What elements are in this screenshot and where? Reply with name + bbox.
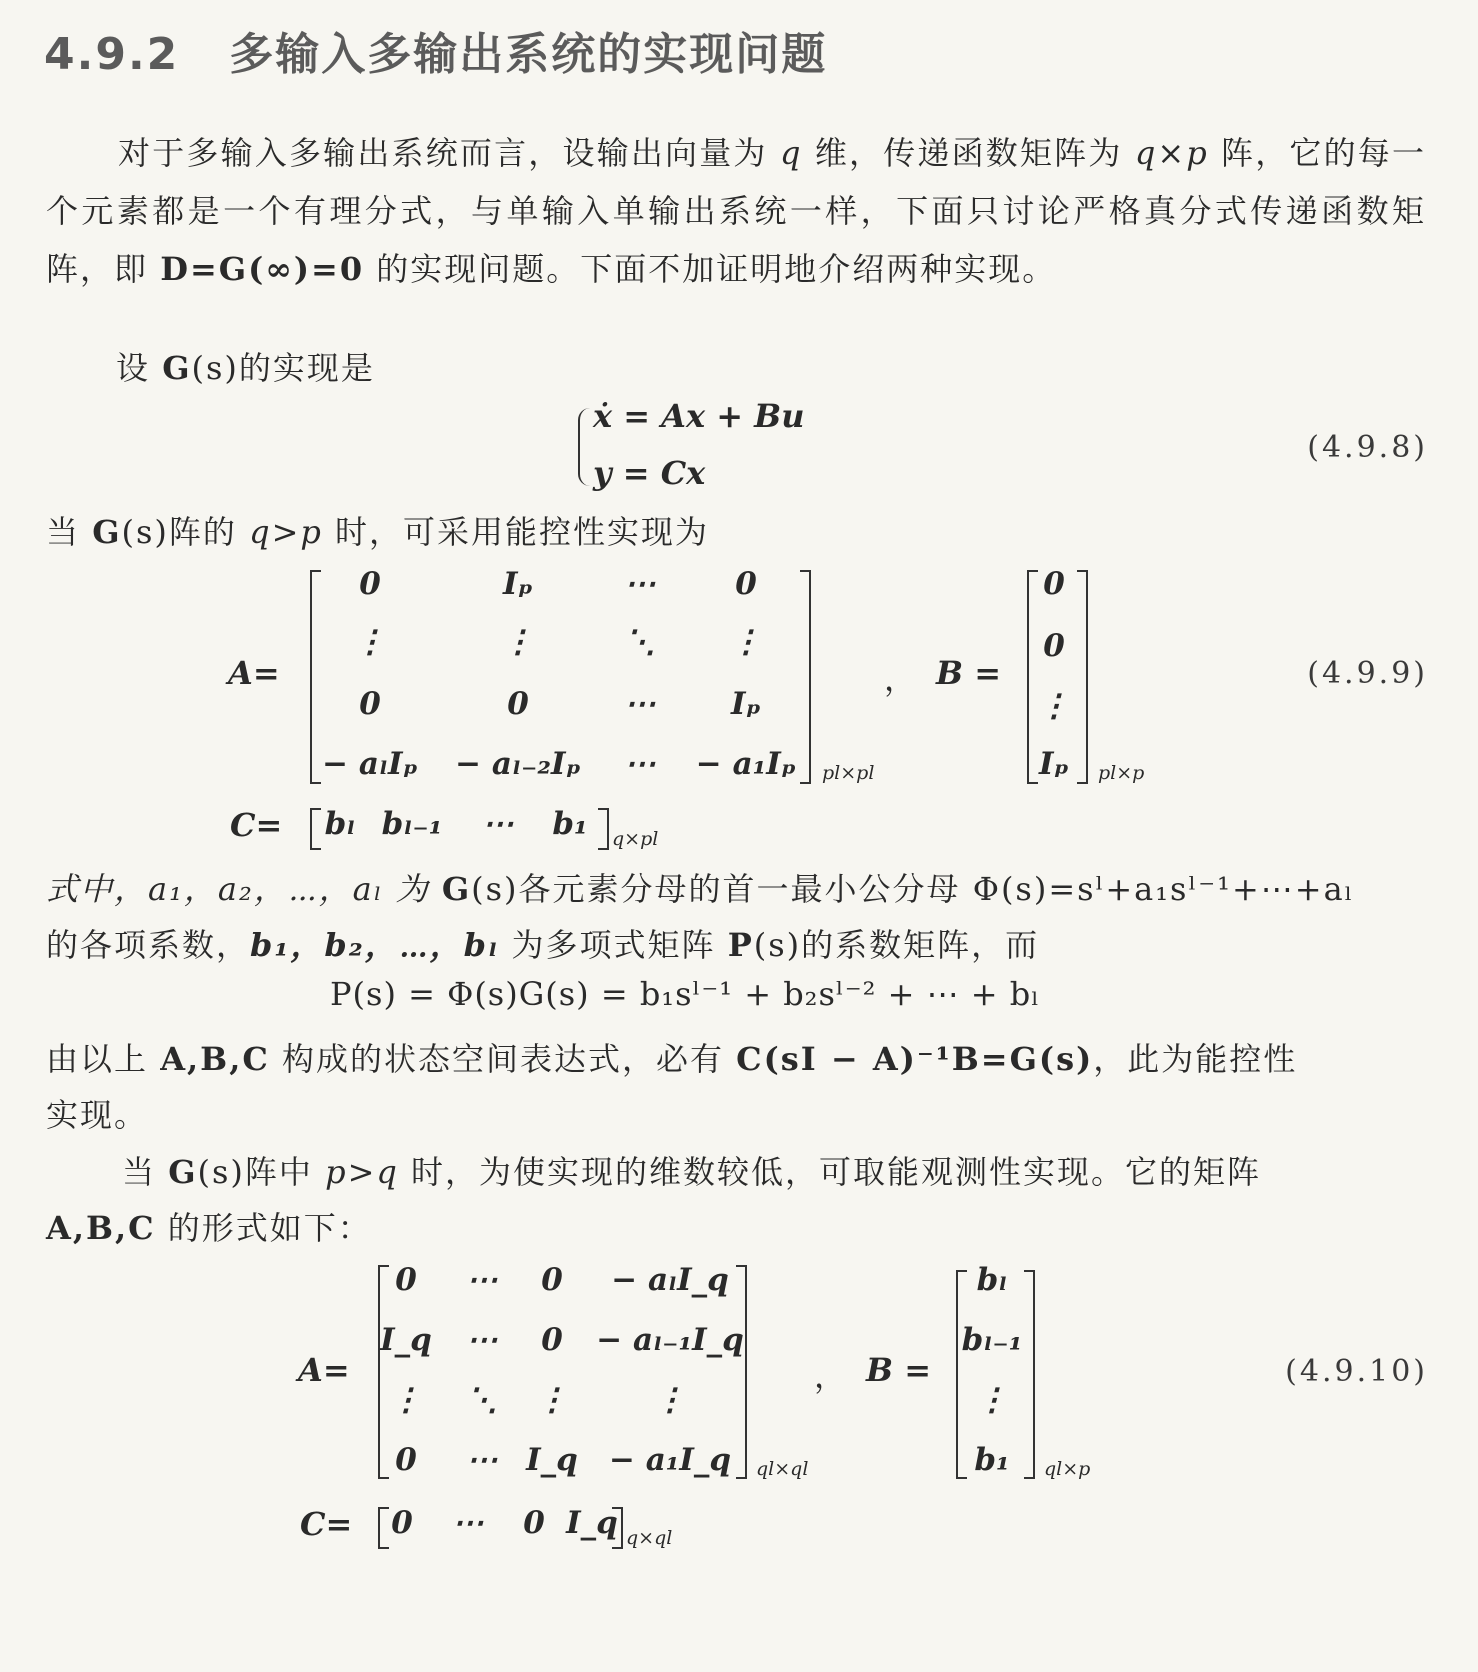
matrix-cell: ⋱ (466, 1382, 498, 1418)
matrix-cell: ⋯ (624, 566, 656, 602)
matrix-cell: 0 (1043, 566, 1065, 602)
matrix-cell: ⋮ (730, 624, 762, 660)
text: 当 (46, 513, 93, 551)
matrix-cell: 0 (541, 1262, 563, 1298)
controllable-conclusion (46, 1034, 1297, 1080)
coefficients-description-cont (46, 920, 1039, 966)
matrix-cell: I_q (526, 1442, 578, 1478)
text: (s)的系数矩阵，而 (753, 926, 1040, 964)
observable-intro-cont (46, 1203, 372, 1249)
matrix-cell: 0 (541, 1322, 563, 1358)
text: 由以上 (46, 1040, 161, 1078)
right-bracket (612, 1507, 623, 1549)
matrix-cell: 0 (359, 686, 381, 722)
matrix-cell: 0 (391, 1505, 413, 1541)
text: 式中，a₁，a₂，⋯，aₗ 为 (46, 870, 442, 908)
controllable-intro (46, 507, 709, 553)
equation-number: (4.9.8) (1307, 430, 1428, 465)
symbol-P: P (727, 926, 754, 964)
left-bracket (956, 1270, 967, 1479)
realization-intro (116, 343, 375, 389)
left-bracket (310, 808, 321, 850)
transfer-identity: C(sI − A)⁻¹B=G(s) (736, 1040, 1094, 1078)
left-brace (578, 408, 592, 486)
matrix-cell: ⋯ (624, 746, 656, 782)
matrix-cell: 0 (507, 686, 529, 722)
matrix-cell: 0 (395, 1442, 417, 1478)
text: 对于多输入多输出系统而言，设输出向量为 (118, 134, 780, 172)
text: (s)的实现是 (191, 349, 375, 387)
b-coefficients: b₁，b₂，⋯，bₗ (250, 926, 500, 964)
left-bracket (378, 1265, 389, 1479)
text: (s)阵的 (121, 513, 250, 551)
intro-paragraph (46, 124, 1426, 298)
matrix-cell: ⋮ (536, 1382, 568, 1418)
coefficients-description (46, 864, 1354, 910)
text: (s)阵中 (197, 1153, 326, 1191)
section-heading (44, 18, 827, 82)
matrix-B-dims: ql×p (1044, 1458, 1091, 1480)
text: 的各项系数， (46, 926, 251, 964)
matrices-ABC: A,B,C (46, 1209, 156, 1247)
matrix-cell: 0 (1043, 628, 1065, 664)
matrix-cell: I_q (380, 1322, 432, 1358)
matrix-cell: − a₁Iₚ (695, 746, 797, 782)
comma: ， (814, 1357, 847, 1395)
matrix-cell: ⋯ (466, 1322, 498, 1358)
section-title: 多输入多输出系统的实现问题 (229, 29, 828, 80)
matrix-cell: I_q (566, 1505, 618, 1541)
text: (s)各元素分母的首一最小公分母 Φ(s)=sˡ+a₁sˡ⁻¹+⋯+aₗ (471, 870, 1355, 908)
controllable-conclusion-cont (46, 1090, 148, 1136)
matrix-cell: ⋯ (466, 1442, 498, 1478)
matrix-cell: − a₁I_q (608, 1442, 732, 1478)
equation-number: (4.9.10) (1285, 1354, 1428, 1389)
matrix-C-dims: q×ql (626, 1527, 673, 1549)
comma: ， (884, 660, 917, 698)
matrix-cell: ⋯ (452, 1505, 484, 1541)
left-bracket (310, 570, 321, 784)
matrix-A-label: A= (298, 1351, 350, 1389)
matrix-cell: bₗ₋₁ (381, 806, 443, 842)
symbol-G: G (162, 349, 192, 387)
text: 当 (122, 1153, 169, 1191)
matrix-B-dims: pl×p (1098, 762, 1145, 784)
matrix-cell: bₗ₋₁ (961, 1322, 1023, 1358)
symbol-G: G (168, 1153, 198, 1191)
matrix-cell: ⋮ (654, 1382, 686, 1418)
section-number: 4.9.2 (44, 29, 180, 80)
matrices-ABC: A,B,C (160, 1040, 270, 1078)
text: ，此为能控性 (1093, 1040, 1298, 1078)
matrix-C-dims: q×pl (612, 828, 659, 850)
matrix-cell: ⋮ (976, 1382, 1008, 1418)
matrix-cell: − aₗI_q (611, 1262, 729, 1298)
symbol-G: G (441, 870, 472, 908)
matrix-cell: 0 (523, 1505, 545, 1541)
right-bracket (598, 808, 609, 850)
matrix-A-label: A= (228, 654, 280, 692)
matrix-cell: bₗ (976, 1262, 1008, 1298)
var-q: q (779, 134, 803, 172)
left-bracket (378, 1507, 389, 1549)
text: 时，为使实现的维数较低，可取能观测性实现。它的矩阵 (398, 1153, 1262, 1191)
condition-q-gt-p: q>p (249, 513, 323, 551)
matrix-cell: 0 (735, 566, 757, 602)
text: 设 (116, 349, 163, 387)
text: 阵，它的每一个元素都是一个有理分式，与单输入单输出系统一样，下面只讨论严格真分式传递函数矩阵，即 (46, 134, 1426, 288)
matrix-cell: b₁ (552, 806, 588, 842)
matrix-C-label: C= (230, 806, 283, 844)
matrix-cell: ⋯ (466, 1262, 498, 1298)
matrix-cell: − aₗIₚ (322, 746, 418, 782)
output-equation: y = Cx (593, 454, 706, 492)
matrix-B-label: B = (936, 654, 1001, 692)
matrix-cell: ⋮ (354, 624, 386, 660)
equation-number: (4.9.9) (1307, 656, 1428, 691)
condition-p-gt-q: p>q (325, 1153, 399, 1191)
matrix-cell: − aₗ₋₁I_q (596, 1322, 744, 1358)
matrix-A-dims: pl×pl (822, 762, 875, 784)
matrix-A-dims: ql×ql (756, 1458, 809, 1480)
text: 实现。 (46, 1096, 149, 1134)
matrix-cell: ⋮ (502, 624, 534, 660)
text: 维，传递函数矩阵为 (802, 134, 1135, 172)
left-bracket (1027, 570, 1038, 784)
matrix-C-label: C= (300, 1505, 353, 1543)
observable-intro (122, 1147, 1261, 1193)
polynomial-matrix-equation: P(s) = Φ(s)G(s) = b₁sˡ⁻¹ + b₂sˡ⁻² + ⋯ + bₗ (330, 975, 1040, 1013)
text: 时，可采用能控性实现为 (322, 513, 710, 551)
matrix-cell: bₗ (324, 806, 356, 842)
matrix-cell: ⋯ (482, 806, 514, 842)
matrix-cell: Iₚ (1039, 746, 1069, 782)
condition-D: D=G(∞)=0 (160, 250, 365, 288)
matrix-cell: ⋮ (390, 1382, 422, 1418)
text: 的实现问题。下面不加证明地介绍两种实现。 (364, 250, 1057, 288)
state-equation: ẋ = Ax + Bu (593, 397, 805, 435)
matrix-cell: 0 (359, 566, 381, 602)
symbol-G: G (92, 513, 122, 551)
matrix-B-label: B = (866, 1351, 931, 1389)
matrix-cell: Iₚ (731, 686, 761, 722)
right-bracket (1024, 1270, 1035, 1479)
text: 为多项式矩阵 (499, 926, 728, 964)
text: 的形式如下： (155, 1209, 372, 1247)
right-bracket (736, 1265, 747, 1479)
matrix-cell: − aₗ₋₂Iₚ (455, 746, 581, 782)
dim-qxp: q×p (1134, 134, 1209, 172)
matrix-cell: ⋱ (624, 624, 656, 660)
matrix-cell: 0 (395, 1262, 417, 1298)
right-bracket (1077, 570, 1088, 784)
matrix-cell: ⋯ (624, 686, 656, 722)
right-bracket (800, 570, 811, 784)
matrix-cell: b₁ (974, 1442, 1010, 1478)
text: 构成的状态空间表达式，必有 (269, 1040, 737, 1078)
matrix-cell: Iₚ (503, 566, 533, 602)
matrix-cell: ⋮ (1038, 688, 1070, 724)
